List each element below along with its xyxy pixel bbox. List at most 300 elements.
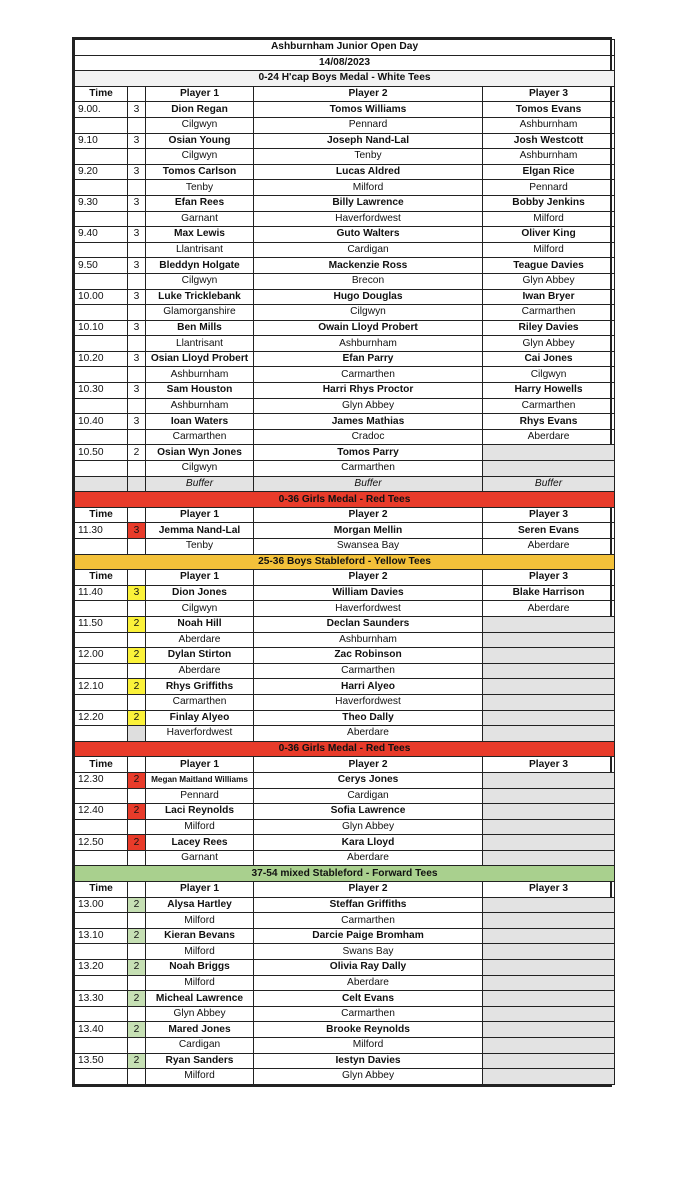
- player3-name: Riley Davies: [483, 320, 615, 336]
- tee-group-row: [75, 991, 615, 1007]
- tee-group-row: [75, 1053, 615, 1069]
- player2-name: Iestyn Davies: [254, 1053, 483, 1069]
- tee-group-row: [75, 289, 615, 305]
- player2-name: Harri Alyeo: [254, 679, 483, 695]
- player1-header: Player 1: [146, 570, 254, 586]
- tee-group-row: [75, 195, 615, 211]
- player3-empty: [483, 944, 615, 960]
- handicap-blank: [128, 850, 146, 866]
- player3-name: Rhys Evans: [483, 414, 615, 430]
- player2-name: Owain Lloyd Probert: [254, 320, 483, 336]
- player3-empty: [483, 694, 615, 710]
- player2-name: Cerys Jones: [254, 772, 483, 788]
- handicap-count: 3: [128, 164, 146, 180]
- tee-group-row: [75, 320, 615, 336]
- player3-empty: [483, 710, 615, 726]
- player2-header: Player 2: [254, 882, 483, 898]
- tee-group-row: [75, 616, 615, 632]
- handicap-header: [128, 507, 146, 523]
- section-title: 0-36 Girls Medal - Red Tees: [75, 741, 615, 757]
- player3-empty: [483, 1006, 615, 1022]
- handicap-count: 2: [128, 648, 146, 664]
- player3-club: Carmarthen: [483, 398, 615, 414]
- player3-name: Harry Howells: [483, 383, 615, 399]
- tee-time: 13.40: [75, 1022, 128, 1038]
- tee-group-row: [75, 960, 615, 976]
- handicap-blank: [128, 1069, 146, 1085]
- player1-club: Glamorganshire: [146, 305, 254, 321]
- player2-name: Lucas Aldred: [254, 164, 483, 180]
- handicap-blank: [128, 726, 146, 742]
- tee-time: 10.20: [75, 351, 128, 367]
- section-title: 37-54 mixed Stableford - Forward Tees: [75, 866, 615, 882]
- column-header-row: [75, 882, 615, 898]
- player3-empty: [483, 1053, 615, 1069]
- handicap-count: 2: [128, 710, 146, 726]
- player3-empty: [483, 445, 615, 461]
- tee-group-row: [75, 227, 615, 243]
- tee-group-row: [75, 351, 615, 367]
- player1-name: Sam Houston: [146, 383, 254, 399]
- player1-name: Tomos Carlson: [146, 164, 254, 180]
- handicap-blank: [128, 632, 146, 648]
- handicap-count: 3: [128, 258, 146, 274]
- handicap-count: 2: [128, 928, 146, 944]
- player3-empty: [483, 461, 615, 477]
- player1-club: Llantrisant: [146, 242, 254, 258]
- section-title-row: [75, 554, 615, 570]
- handicap-blank: [128, 273, 146, 289]
- section-title-row: [75, 492, 615, 508]
- handicap-count: 3: [128, 133, 146, 149]
- player1-club: Milford: [146, 1069, 254, 1085]
- tee-time: 10.10: [75, 320, 128, 336]
- handicap-blank: [128, 336, 146, 352]
- club-row: [75, 788, 615, 804]
- player2-header: Player 2: [254, 507, 483, 523]
- player2-name: Brooke Reynolds: [254, 1022, 483, 1038]
- player3-empty: [483, 819, 615, 835]
- player1-name: Osian Lloyd Probert: [146, 351, 254, 367]
- time-blank: [75, 632, 128, 648]
- player2-name: Zac Robinson: [254, 648, 483, 664]
- player3-empty: [483, 663, 615, 679]
- club-row: [75, 398, 615, 414]
- time-header: Time: [75, 86, 128, 102]
- handicap-blank: [128, 429, 146, 445]
- event-title-row: [75, 40, 615, 56]
- time-header: Time: [75, 882, 128, 898]
- time-blank: [75, 819, 128, 835]
- buffer-handicap: [128, 476, 146, 492]
- player1-club: Carmarthen: [146, 694, 254, 710]
- tee-time: 13.20: [75, 960, 128, 976]
- handicap-count: 2: [128, 772, 146, 788]
- player3-header: Player 3: [483, 757, 615, 773]
- club-row: [75, 273, 615, 289]
- time-blank: [75, 539, 128, 555]
- player1-header: Player 1: [146, 86, 254, 102]
- player3-empty: [483, 1022, 615, 1038]
- player3-empty: [483, 804, 615, 820]
- tee-group-row: [75, 523, 615, 539]
- time-blank: [75, 788, 128, 804]
- player2-name: Celt Evans: [254, 991, 483, 1007]
- section-title: 25-36 Boys Stableford - Yellow Tees: [75, 554, 615, 570]
- tee-time: 10.00: [75, 289, 128, 305]
- player1-name: Ioan Waters: [146, 414, 254, 430]
- section-title: 0-36 Girls Medal - Red Tees: [75, 492, 615, 508]
- tee-time: 9.00.: [75, 102, 128, 118]
- player2-club: Aberdare: [254, 726, 483, 742]
- player2-club: Glyn Abbey: [254, 398, 483, 414]
- player2-name: Tomos Parry: [254, 445, 483, 461]
- column-header-row: [75, 757, 615, 773]
- club-row: [75, 180, 615, 196]
- player1-club: Garnant: [146, 211, 254, 227]
- player1-name: Dylan Stirton: [146, 648, 254, 664]
- handicap-count: 2: [128, 897, 146, 913]
- club-row: [75, 539, 615, 555]
- player1-name: Alysa Hartley: [146, 897, 254, 913]
- player2-club: Carmarthen: [254, 1006, 483, 1022]
- player3-empty: [483, 726, 615, 742]
- club-row: [75, 601, 615, 617]
- club-row: [75, 726, 615, 742]
- buffer-player2: Buffer: [254, 476, 483, 492]
- player2-name: Billy Lawrence: [254, 195, 483, 211]
- club-row: [75, 117, 615, 133]
- player2-club: Glyn Abbey: [254, 819, 483, 835]
- player2-club: Cradoc: [254, 429, 483, 445]
- club-row: [75, 336, 615, 352]
- player1-name: Bleddyn Holgate: [146, 258, 254, 274]
- player2-club: Ashburnham: [254, 632, 483, 648]
- buffer-row: [75, 476, 615, 492]
- time-blank: [75, 336, 128, 352]
- player1-club: Cilgwyn: [146, 149, 254, 165]
- tee-time: 13.50: [75, 1053, 128, 1069]
- handicap-blank: [128, 367, 146, 383]
- handicap-count: 2: [128, 960, 146, 976]
- handicap-blank: [128, 944, 146, 960]
- section-title-row: [75, 741, 615, 757]
- player1-name: Noah Briggs: [146, 960, 254, 976]
- player1-name: Finlay Alyeo: [146, 710, 254, 726]
- tee-group-row: [75, 585, 615, 601]
- player1-club: Cardigan: [146, 1038, 254, 1054]
- player2-name: Hugo Douglas: [254, 289, 483, 305]
- event-date: 14/08/2023: [75, 55, 615, 71]
- player3-empty: [483, 960, 615, 976]
- club-row: [75, 1006, 615, 1022]
- player2-name: Darcie Paige Bromham: [254, 928, 483, 944]
- time-blank: [75, 429, 128, 445]
- club-row: [75, 305, 615, 321]
- player1-club: Aberdare: [146, 663, 254, 679]
- time-blank: [75, 273, 128, 289]
- club-row: [75, 819, 615, 835]
- handicap-count: 3: [128, 351, 146, 367]
- player2-name: Theo Dally: [254, 710, 483, 726]
- club-row: [75, 632, 615, 648]
- column-header-row: [75, 507, 615, 523]
- player2-header: Player 2: [254, 570, 483, 586]
- player1-name: Ryan Sanders: [146, 1053, 254, 1069]
- buffer-player1: Buffer: [146, 476, 254, 492]
- player3-name: Iwan Bryer: [483, 289, 615, 305]
- player2-club: Haverfordwest: [254, 694, 483, 710]
- time-header: Time: [75, 507, 128, 523]
- player1-club: Ashburnham: [146, 367, 254, 383]
- player3-club: Pennard: [483, 180, 615, 196]
- handicap-count: 3: [128, 523, 146, 539]
- handicap-blank: [128, 117, 146, 133]
- player2-club: Milford: [254, 180, 483, 196]
- handicap-header: [128, 757, 146, 773]
- player1-name: Osian Wyn Jones: [146, 445, 254, 461]
- player3-name: Blake Harrison: [483, 585, 615, 601]
- player1-club: Ashburnham: [146, 398, 254, 414]
- tee-time: 10.50: [75, 445, 128, 461]
- player3-empty: [483, 991, 615, 1007]
- player3-header: Player 3: [483, 882, 615, 898]
- player3-header: Player 3: [483, 507, 615, 523]
- player2-club: Haverfordwest: [254, 601, 483, 617]
- player1-header: Player 1: [146, 757, 254, 773]
- column-header-row: [75, 570, 615, 586]
- club-row: [75, 663, 615, 679]
- tee-group-row: [75, 772, 615, 788]
- tee-group-row: [75, 164, 615, 180]
- time-blank: [75, 398, 128, 414]
- player2-name: Mackenzie Ross: [254, 258, 483, 274]
- player3-name: Cai Jones: [483, 351, 615, 367]
- player1-club: Milford: [146, 944, 254, 960]
- player2-club: Aberdare: [254, 850, 483, 866]
- player1-club: Aberdare: [146, 632, 254, 648]
- tee-group-row: [75, 648, 615, 664]
- player3-empty: [483, 1038, 615, 1054]
- tee-group-row: [75, 679, 615, 695]
- event-date-row: [75, 55, 615, 71]
- player3-empty: [483, 616, 615, 632]
- handicap-header: [128, 882, 146, 898]
- club-row: [75, 1038, 615, 1054]
- player1-club: Haverfordwest: [146, 726, 254, 742]
- player2-club: Carmarthen: [254, 461, 483, 477]
- time-blank: [75, 726, 128, 742]
- player1-name: Dion Regan: [146, 102, 254, 118]
- player3-club: Aberdare: [483, 601, 615, 617]
- player3-empty: [483, 835, 615, 851]
- handicap-blank: [128, 1038, 146, 1054]
- player3-club: Ashburnham: [483, 117, 615, 133]
- player2-club: Carmarthen: [254, 367, 483, 383]
- tee-time: 12.00: [75, 648, 128, 664]
- player1-club: Llantrisant: [146, 336, 254, 352]
- player1-club: Cilgwyn: [146, 461, 254, 477]
- tee-time: 12.10: [75, 679, 128, 695]
- section-title: 0-24 H'cap Boys Medal - White Tees: [75, 71, 615, 87]
- time-blank: [75, 694, 128, 710]
- player2-name: Efan Parry: [254, 351, 483, 367]
- player2-name: Tomos Williams: [254, 102, 483, 118]
- player1-name: Efan Rees: [146, 195, 254, 211]
- tee-group-row: [75, 897, 615, 913]
- tee-group-row: [75, 928, 615, 944]
- section-title-row: [75, 71, 615, 87]
- player3-empty: [483, 975, 615, 991]
- player3-name: Josh Westcott: [483, 133, 615, 149]
- handicap-blank: [128, 913, 146, 929]
- tee-group-row: [75, 102, 615, 118]
- club-row: [75, 913, 615, 929]
- player2-name: Morgan Mellin: [254, 523, 483, 539]
- buffer-player3: Buffer: [483, 476, 615, 492]
- handicap-blank: [128, 601, 146, 617]
- player3-club: Milford: [483, 211, 615, 227]
- player3-name: Elgan Rice: [483, 164, 615, 180]
- player1-club: Cilgwyn: [146, 601, 254, 617]
- player3-club: Cilgwyn: [483, 367, 615, 383]
- player3-empty: [483, 913, 615, 929]
- time-blank: [75, 1069, 128, 1085]
- time-blank: [75, 975, 128, 991]
- player2-club: Haverfordwest: [254, 211, 483, 227]
- handicap-count: 2: [128, 835, 146, 851]
- time-blank: [75, 850, 128, 866]
- player1-club: Cilgwyn: [146, 117, 254, 133]
- player1-name: Max Lewis: [146, 227, 254, 243]
- player1-name: Dion Jones: [146, 585, 254, 601]
- tee-group-row: [75, 445, 615, 461]
- player1-name: Jemma Nand-Lal: [146, 523, 254, 539]
- player1-name: Kieran Bevans: [146, 928, 254, 944]
- player1-name: Laci Reynolds: [146, 804, 254, 820]
- club-row: [75, 461, 615, 477]
- club-row: [75, 944, 615, 960]
- player3-empty: [483, 897, 615, 913]
- player2-name: Steffan Griffiths: [254, 897, 483, 913]
- player2-club: Carmarthen: [254, 913, 483, 929]
- tee-time: 11.40: [75, 585, 128, 601]
- player2-club: Tenby: [254, 149, 483, 165]
- handicap-blank: [128, 242, 146, 258]
- tee-time: 11.30: [75, 523, 128, 539]
- player3-club: Carmarthen: [483, 305, 615, 321]
- handicap-count: 2: [128, 1022, 146, 1038]
- player1-club: Glyn Abbey: [146, 1006, 254, 1022]
- club-row: [75, 242, 615, 258]
- player3-empty: [483, 632, 615, 648]
- tee-time: 12.50: [75, 835, 128, 851]
- club-row: [75, 367, 615, 383]
- time-blank: [75, 913, 128, 929]
- player1-club: Tenby: [146, 180, 254, 196]
- player1-club: Cilgwyn: [146, 273, 254, 289]
- buffer-time: [75, 476, 128, 492]
- player1-club: Tenby: [146, 539, 254, 555]
- club-row: [75, 1069, 615, 1085]
- handicap-count: 3: [128, 585, 146, 601]
- handicap-count: 2: [128, 991, 146, 1007]
- player2-club: Pennard: [254, 117, 483, 133]
- player3-empty: [483, 788, 615, 804]
- player3-empty: [483, 928, 615, 944]
- player1-name: Rhys Griffiths: [146, 679, 254, 695]
- player2-club: Ashburnham: [254, 336, 483, 352]
- player3-empty: [483, 772, 615, 788]
- player1-header: Player 1: [146, 507, 254, 523]
- tee-time: 12.40: [75, 804, 128, 820]
- handicap-count: 2: [128, 1053, 146, 1069]
- time-blank: [75, 944, 128, 960]
- handicap-count: 3: [128, 195, 146, 211]
- handicap-blank: [128, 398, 146, 414]
- handicap-count: 3: [128, 102, 146, 118]
- tee-group-row: [75, 414, 615, 430]
- player2-name: Sofia Lawrence: [254, 804, 483, 820]
- player2-name: William Davies: [254, 585, 483, 601]
- player1-club: Pennard: [146, 788, 254, 804]
- tee-time: 12.30: [75, 772, 128, 788]
- handicap-count: 3: [128, 383, 146, 399]
- time-blank: [75, 461, 128, 477]
- player2-name: Guto Walters: [254, 227, 483, 243]
- player1-club: Garnant: [146, 850, 254, 866]
- player3-empty: [483, 1069, 615, 1085]
- handicap-blank: [128, 663, 146, 679]
- club-row: [75, 975, 615, 991]
- handicap-blank: [128, 149, 146, 165]
- time-blank: [75, 305, 128, 321]
- player3-club: Glyn Abbey: [483, 273, 615, 289]
- tee-time: 11.50: [75, 616, 128, 632]
- tee-time: 10.30: [75, 383, 128, 399]
- player2-club: Aberdare: [254, 975, 483, 991]
- handicap-blank: [128, 975, 146, 991]
- player3-header: Player 3: [483, 570, 615, 586]
- handicap-count: 3: [128, 227, 146, 243]
- player3-empty: [483, 648, 615, 664]
- player2-header: Player 2: [254, 86, 483, 102]
- player2-club: Cardigan: [254, 242, 483, 258]
- handicap-blank: [128, 539, 146, 555]
- player3-empty: [483, 850, 615, 866]
- time-blank: [75, 1038, 128, 1054]
- player1-club: Carmarthen: [146, 429, 254, 445]
- tee-group-row: [75, 258, 615, 274]
- time-blank: [75, 601, 128, 617]
- club-row: [75, 149, 615, 165]
- handicap-blank: [128, 305, 146, 321]
- tee-time: 10.40: [75, 414, 128, 430]
- player2-club: Carmarthen: [254, 663, 483, 679]
- player1-club: Milford: [146, 913, 254, 929]
- player2-header: Player 2: [254, 757, 483, 773]
- player1-name: Noah Hill: [146, 616, 254, 632]
- handicap-blank: [128, 180, 146, 196]
- handicap-count: 2: [128, 616, 146, 632]
- club-row: [75, 850, 615, 866]
- tee-group-row: [75, 804, 615, 820]
- handicap-blank: [128, 819, 146, 835]
- time-header: Time: [75, 570, 128, 586]
- player2-name: Kara Lloyd: [254, 835, 483, 851]
- player1-name: Luke Tricklebank: [146, 289, 254, 305]
- handicap-count: 3: [128, 320, 146, 336]
